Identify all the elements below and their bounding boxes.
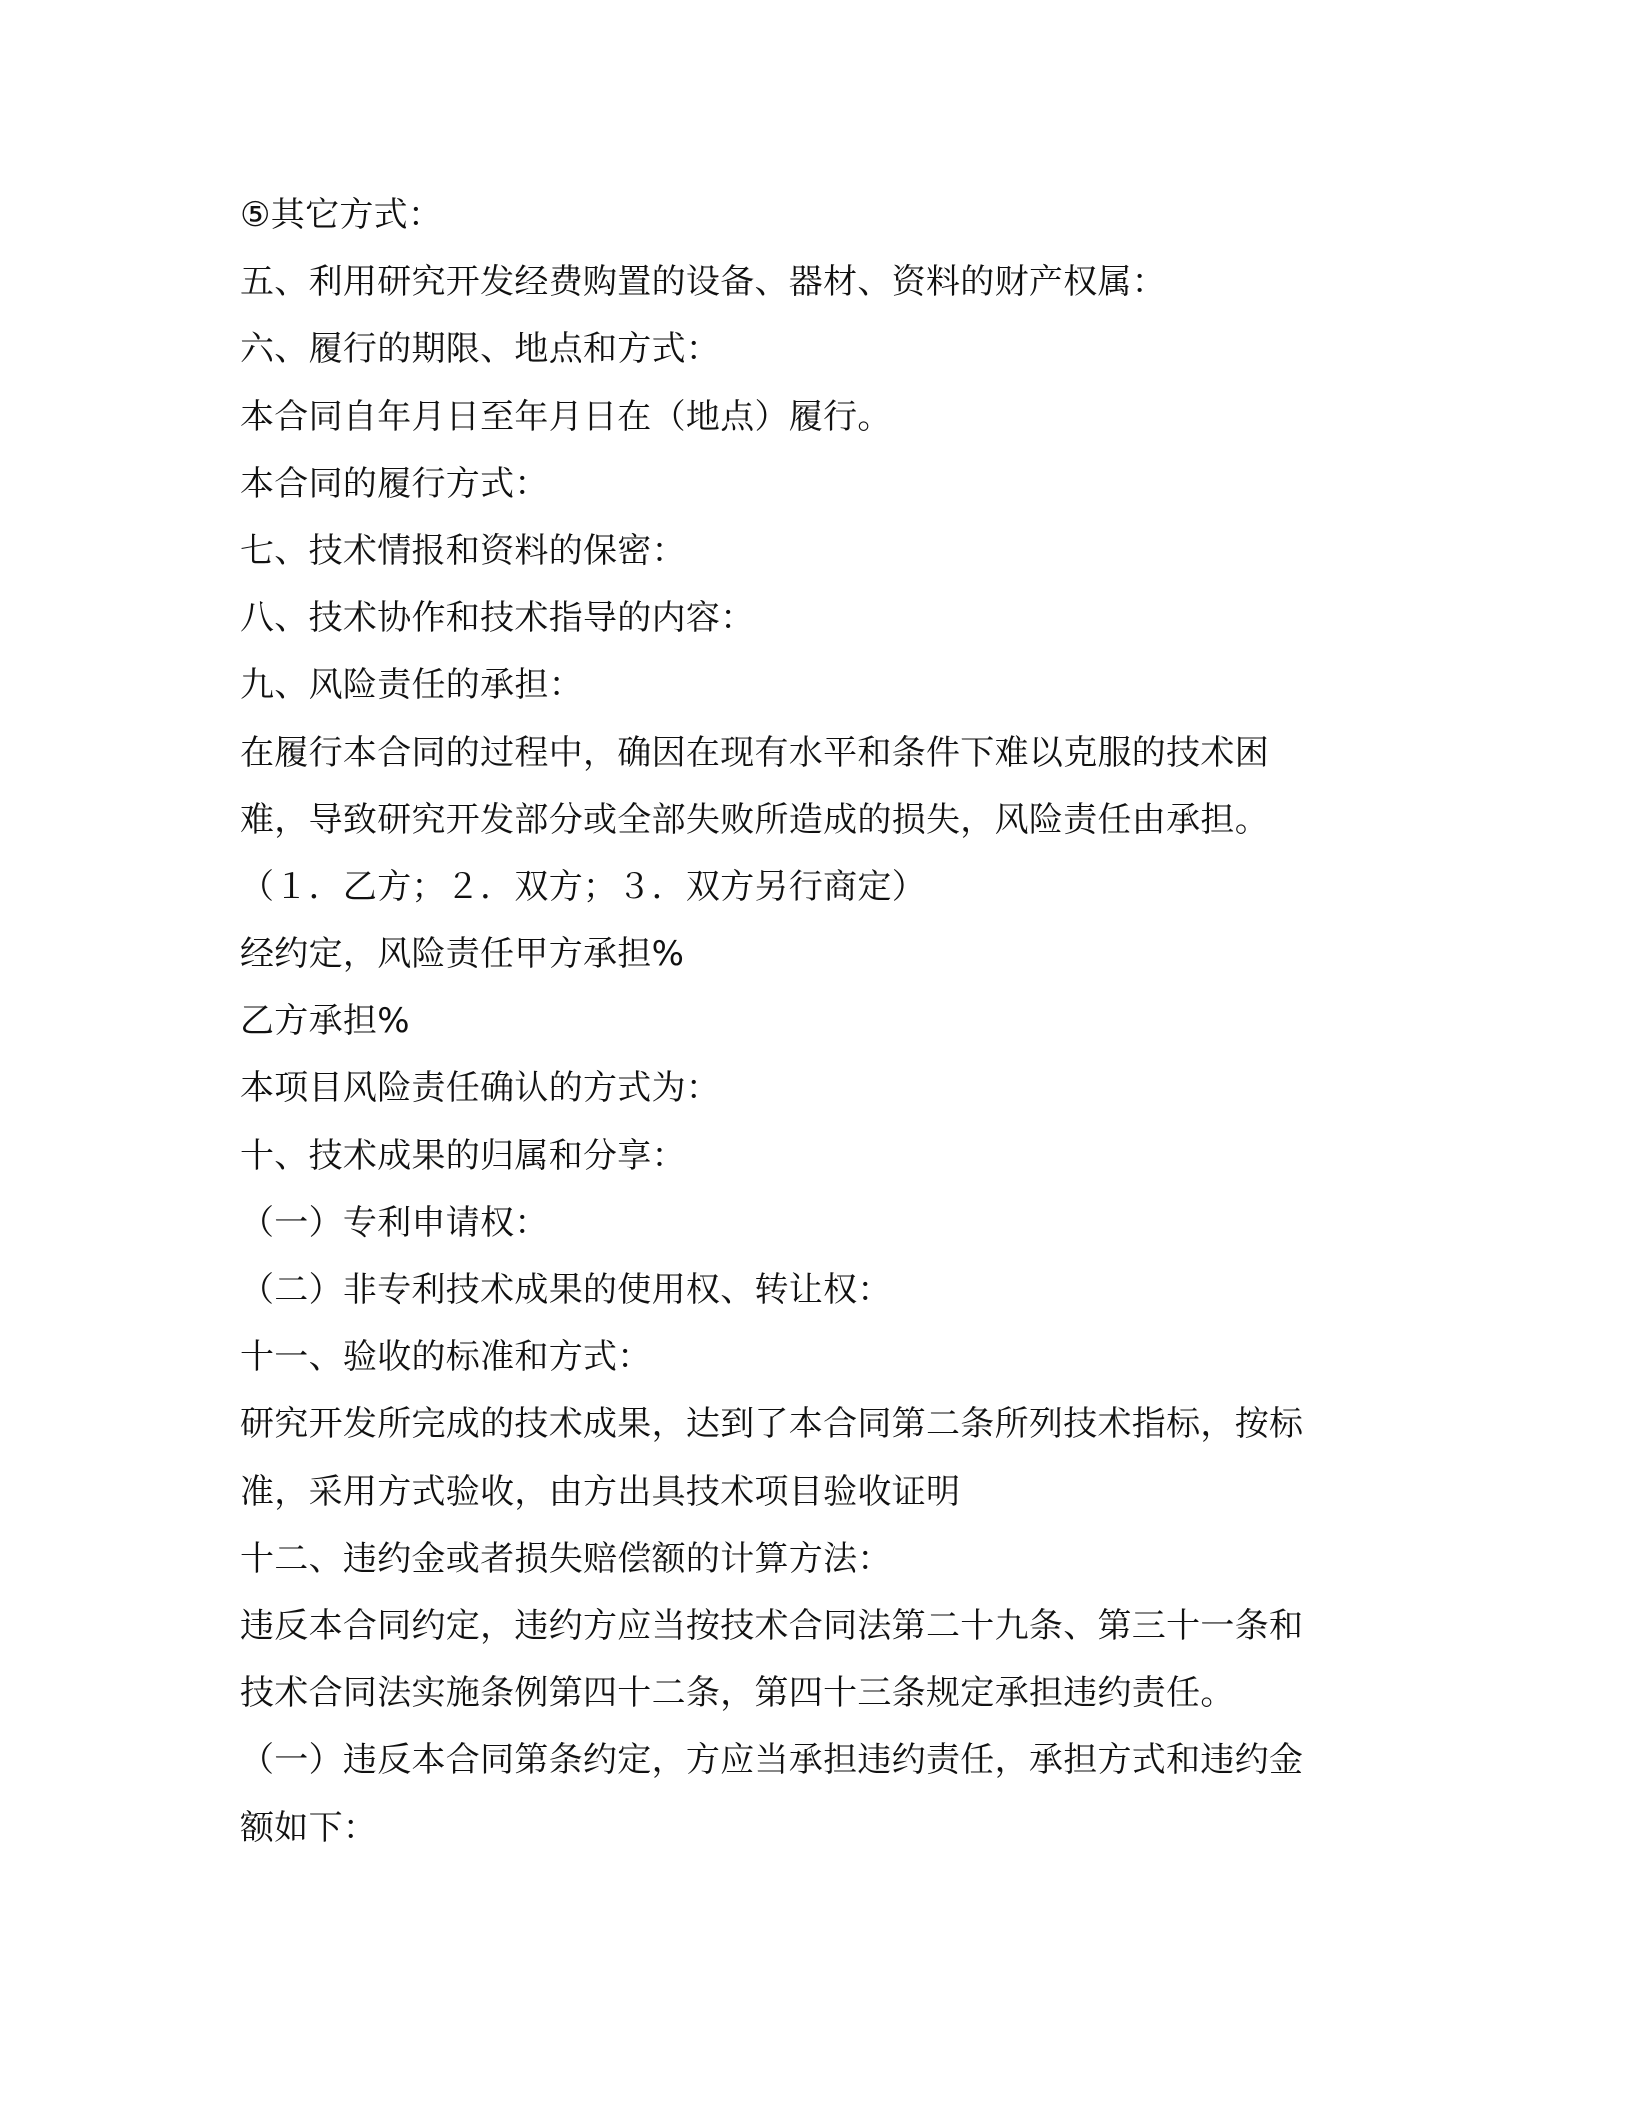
text-line: （１．乙方；２．双方；３．双方另行商定） xyxy=(240,866,926,907)
text-line: 研究开发所完成的技术成果，达到了本合同第二条所列技术指标，按标 xyxy=(240,1404,1304,1445)
text-line: 技术合同法实施条例第四十二条，第四十三条规定承担违约责任。 xyxy=(240,1673,1235,1714)
section-heading-12: 十二、违约金或者损失赔偿额的计算方法： xyxy=(240,1538,892,1579)
text-line: 难，导致研究开发部分或全部失败所造成的损失，风险责任由承担。 xyxy=(240,799,1269,840)
text-line: 在履行本合同的过程中，确因在现有水平和条件下难以克服的技术困 xyxy=(240,732,1269,773)
text-line: 额如下： xyxy=(240,1807,378,1848)
sub-item: （一）专利申请权： xyxy=(240,1202,549,1243)
sub-item: （一）违反本合同第条约定，方应当承担违约责任，承担方式和违约金 xyxy=(240,1740,1304,1781)
text-line: ⑤其它方式： xyxy=(240,195,443,235)
section-heading-7: 七、技术情报和资料的保密： xyxy=(240,530,686,571)
text-line: 本合同自年月日至年月日在（地点）履行。 xyxy=(240,396,892,437)
section-heading-6: 六、履行的期限、地点和方式： xyxy=(240,329,721,370)
section-heading-11: 十一、验收的标准和方式： xyxy=(240,1337,652,1378)
text-line: 乙方承担% xyxy=(240,1001,410,1042)
sub-item: （二）非专利技术成果的使用权、转让权： xyxy=(240,1270,892,1310)
text-line: 本项目风险责任确认的方式为： xyxy=(240,1068,721,1109)
section-heading-9: 九、风险责任的承担： xyxy=(240,665,583,706)
text-line: 本合同的履行方式： xyxy=(240,463,549,504)
section-heading-5: 五、利用研究开发经费购置的设备、器材、资料的财产权属： xyxy=(240,262,1167,303)
document-body xyxy=(240,182,1400,1862)
section-heading-8: 八、技术协作和技术指导的内容： xyxy=(240,598,755,639)
text-line: 经约定，风险责任甲方承担% xyxy=(240,934,685,975)
section-heading-10: 十、技术成果的归属和分享： xyxy=(240,1135,686,1176)
text-line: 准，采用方式验收，由方出具技术项目验收证明 xyxy=(240,1471,961,1512)
text-line: 违反本合同约定，违约方应当按技术合同法第二十九条、第三十一条和 xyxy=(240,1605,1304,1646)
